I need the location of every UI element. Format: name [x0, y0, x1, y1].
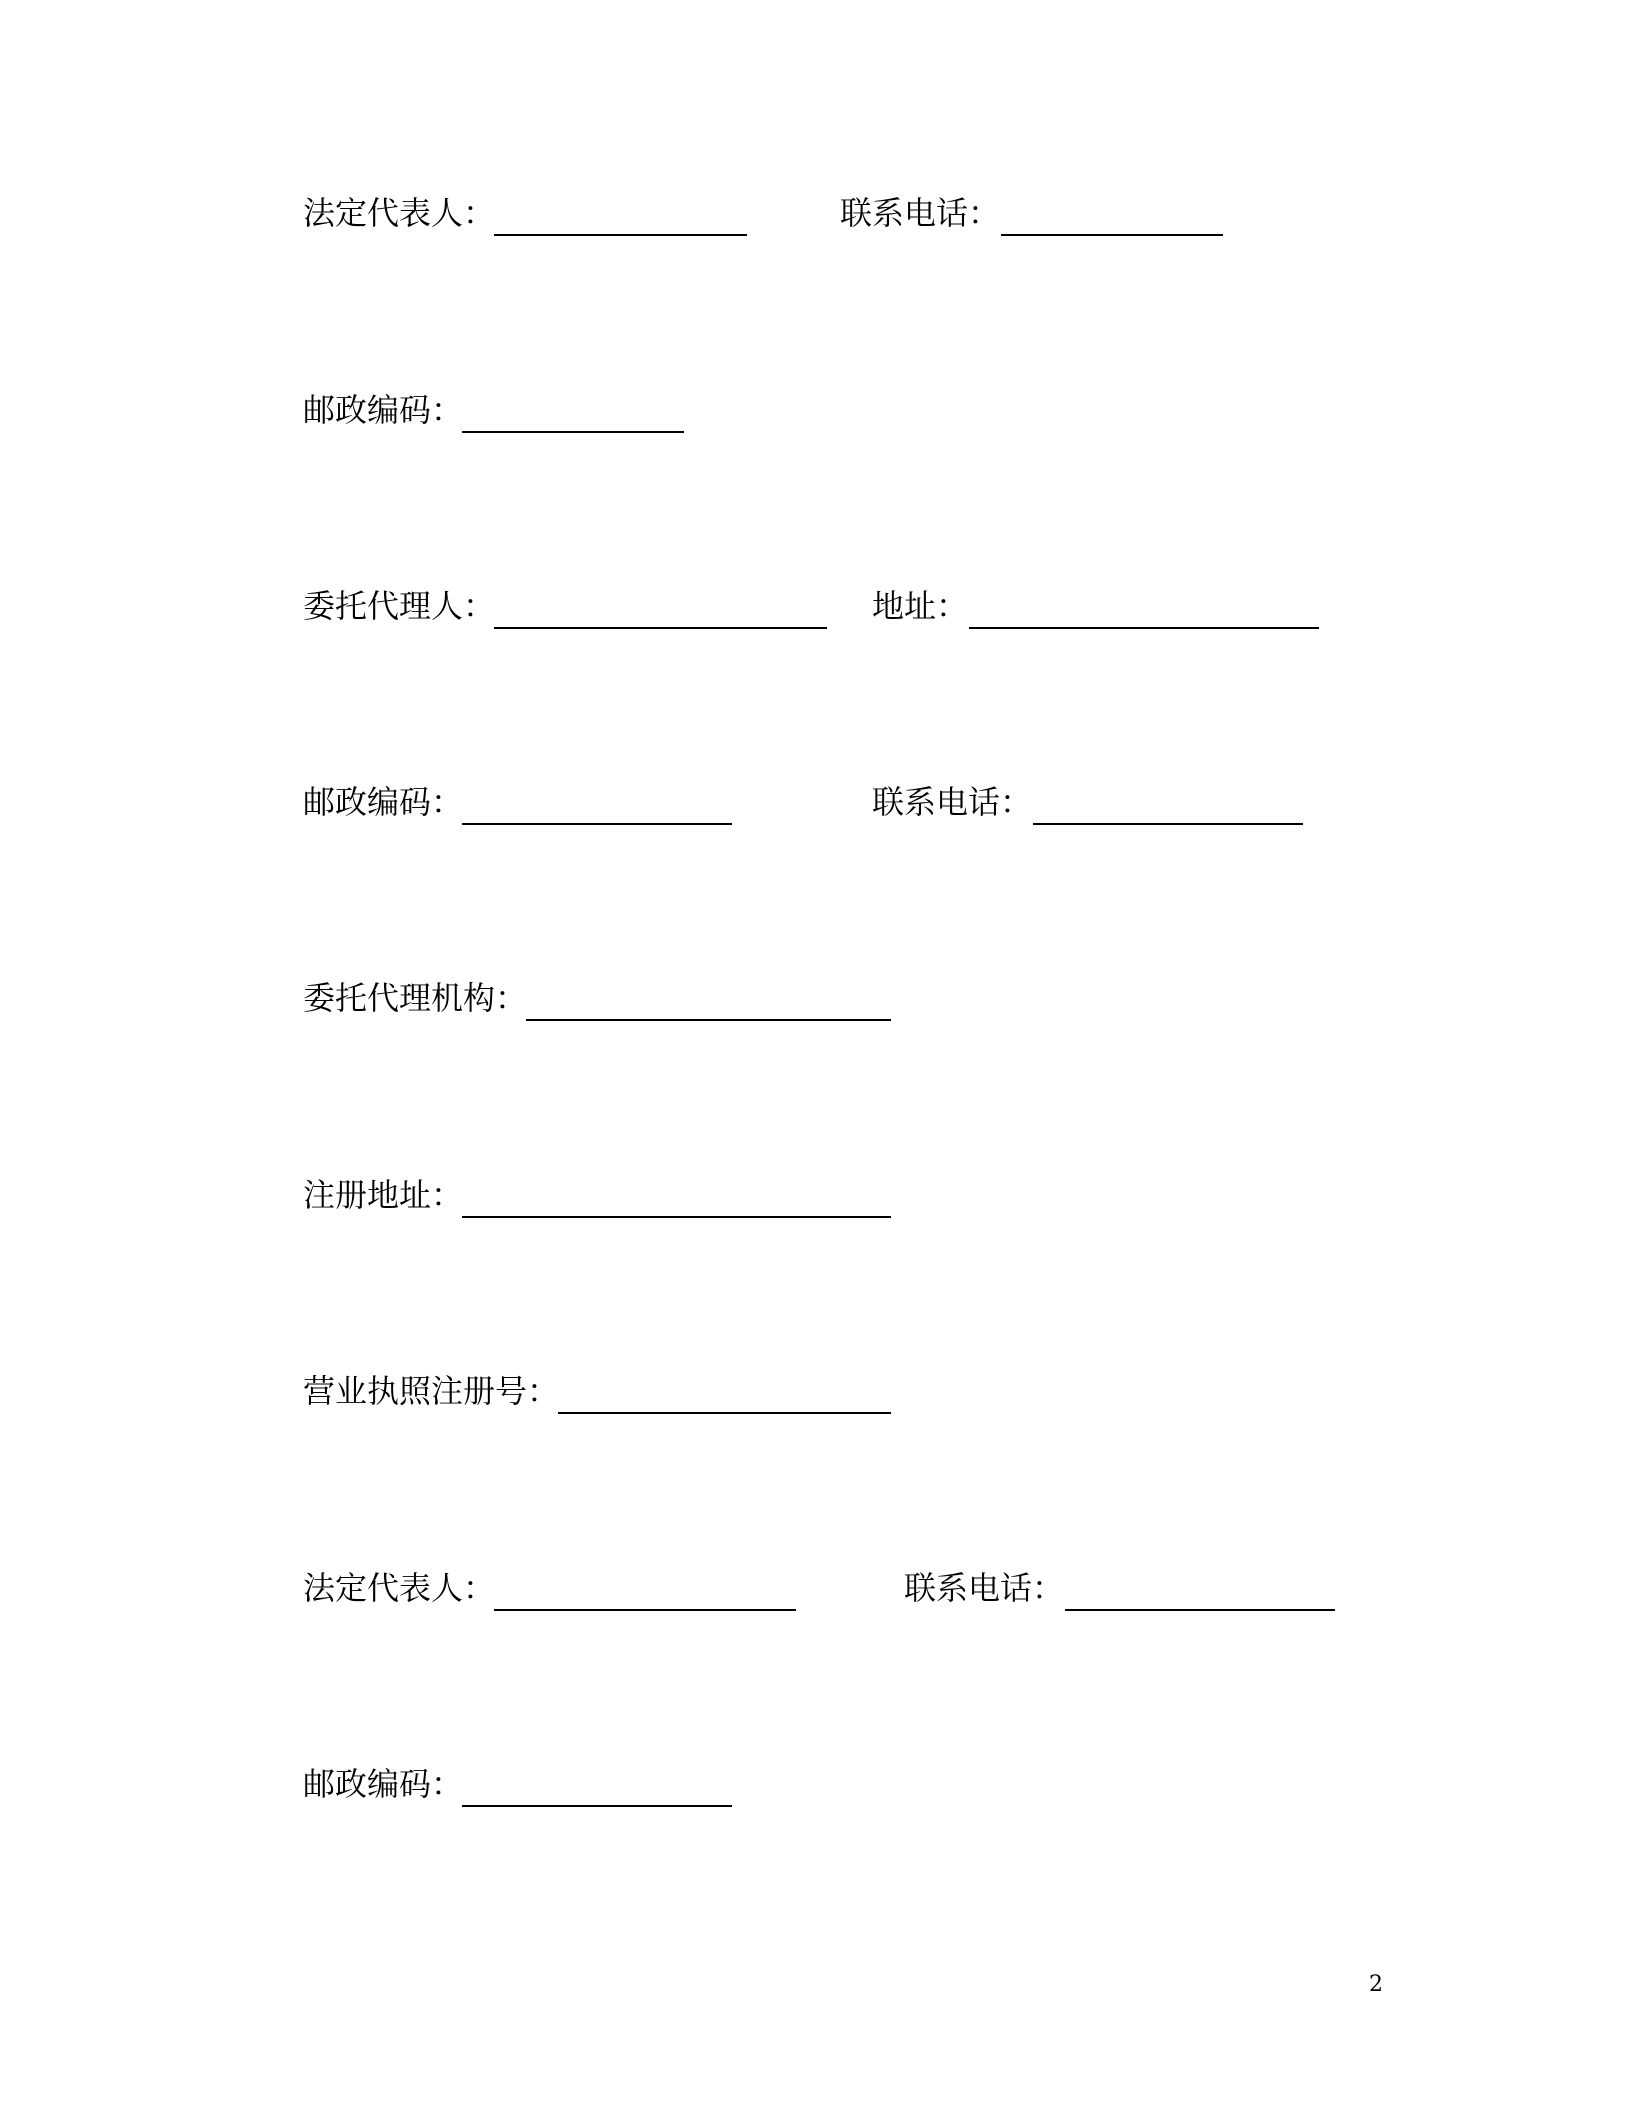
agent-postal-code-label: 邮政编码：: [303, 783, 464, 821]
agent-postal-code-field[interactable]: [462, 823, 732, 825]
registered-address-field[interactable]: [462, 1216, 891, 1218]
registered-address-label: 注册地址：: [303, 1176, 464, 1214]
address-field[interactable]: [969, 627, 1319, 629]
authorized-agent-label: 委托代理人：: [303, 587, 496, 625]
agency-postal-code-field[interactable]: [462, 1805, 732, 1807]
address-label: 地址：: [872, 587, 969, 625]
postal-code-field[interactable]: [462, 431, 684, 433]
agency-postal-code-label: 邮政编码：: [303, 1765, 464, 1803]
agency-legal-representative-field[interactable]: [494, 1609, 796, 1611]
contact-phone-field[interactable]: [1001, 234, 1223, 236]
contact-phone-label: 联系电话：: [840, 194, 1001, 232]
legal-representative-label: 法定代表人：: [303, 194, 496, 232]
agency-contact-phone-label: 联系电话：: [904, 1569, 1065, 1607]
agency-field[interactable]: [526, 1019, 891, 1021]
authorized-agent-field[interactable]: [494, 627, 827, 629]
agency-contact-phone-field[interactable]: [1065, 1609, 1335, 1611]
agent-contact-phone-field[interactable]: [1033, 823, 1303, 825]
agency-label: 委托代理机构：: [303, 979, 528, 1017]
legal-representative-field[interactable]: [494, 234, 747, 236]
agent-contact-phone-label: 联系电话：: [872, 783, 1033, 821]
business-license-number-field[interactable]: [558, 1412, 891, 1414]
business-license-number-label: 营业执照注册号：: [303, 1372, 560, 1410]
postal-code-label: 邮政编码：: [303, 391, 464, 429]
page-number: 2: [1369, 1972, 1383, 1997]
agency-legal-representative-label: 法定代表人：: [303, 1569, 496, 1607]
